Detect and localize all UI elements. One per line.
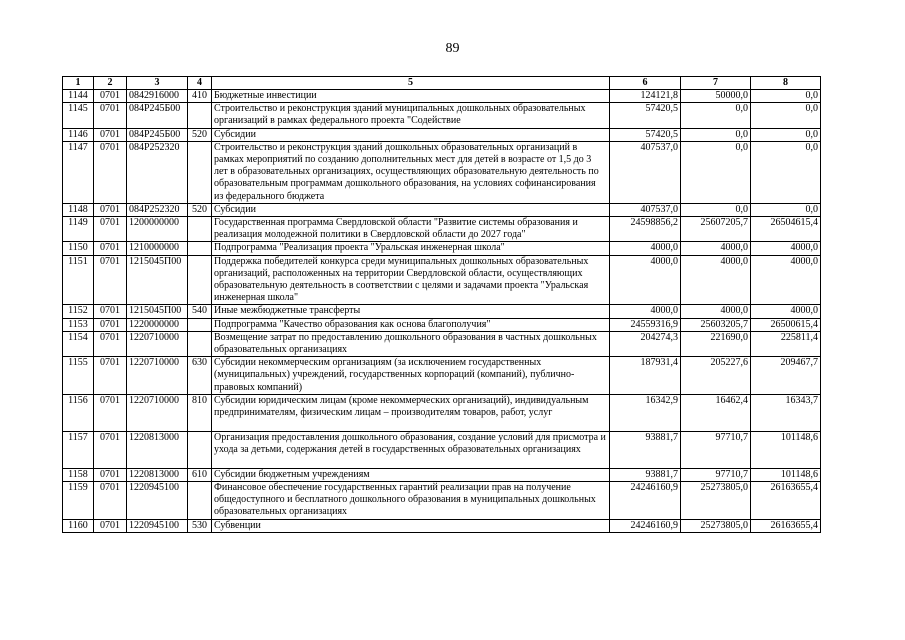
amount-year-3: 0,0 [751,203,821,216]
table-row [63,431,821,468]
amount-year-3: 225811,4 [751,331,821,356]
column-header-8: 8 [751,77,821,90]
section-code: 0701 [94,482,127,520]
table-row [63,242,821,255]
target-article-code: 1220945100 [127,482,188,520]
amount-year-1: 407537,0 [610,203,681,216]
amount-year-2: 25273805,0 [681,482,751,520]
expense-type-code: 610 [188,468,212,481]
section-code: 0701 [94,468,127,481]
amount-year-2: 25607205,7 [681,217,751,242]
row-number: 1149 [63,217,94,242]
amount-year-2: 97710,7 [681,431,751,468]
expense-type-code: 410 [188,90,212,103]
row-number: 1153 [63,318,94,331]
item-name: Иные межбюджетные трансферты [212,305,610,318]
table-row [63,90,821,103]
amount-year-2: 221690,0 [681,331,751,356]
row-number: 1157 [63,431,94,468]
amount-year-1: 187931,4 [610,357,681,395]
item-name: Подпрограмма "Реализация проекта "Уральская инженерная школа" [212,242,610,255]
amount-year-3: 0,0 [751,141,821,203]
column-header-7: 7 [681,77,751,90]
section-code: 0701 [94,431,127,468]
item-name: Субсидии юридическим лицам (кроме некоммерческих организаций), индивидуальным предпринимателям, физическим лицам – производителям товаров, работ, услуг [212,394,610,431]
amount-year-3: 0,0 [751,90,821,103]
expense-type-code [188,255,212,305]
amount-year-3: 0,0 [751,128,821,141]
target-article-code: 1220710000 [127,357,188,395]
target-article-code: 084P245Б00 [127,128,188,141]
item-name: Бюджетные инвестиции [212,90,610,103]
item-name: Субсидии [212,128,610,141]
amount-year-2: 0,0 [681,141,751,203]
amount-year-1: 4000,0 [610,305,681,318]
table-row [63,305,821,318]
amount-year-3: 26163655,4 [751,482,821,520]
amount-year-1: 124121,8 [610,90,681,103]
expense-type-code [188,217,212,242]
row-number: 1158 [63,468,94,481]
table-row [63,468,821,481]
target-article-code: 1220710000 [127,394,188,431]
table-row [63,203,821,216]
amount-year-3: 26500615,4 [751,318,821,331]
table-row [63,331,821,356]
row-number: 1145 [63,103,94,128]
header-row [63,77,821,90]
item-name: Строительство и реконструкция зданий дошкольных образовательных организаций в рамках мероприятий по созданию дополнительных мест для детей в возрасте от 1,5 до 3 лет в образовательных организациях, осуществляющих образовательную деятельность по образовательным программам дошкольного образования, на условиях софинансирования из федерального бюджета [212,141,610,203]
item-name: Подпрограмма "Качество образования как основа благополучия" [212,318,610,331]
table-row [63,255,821,305]
amount-year-1: 16342,9 [610,394,681,431]
target-article-code: 084P252320 [127,203,188,216]
table-row [63,103,821,128]
target-article-code: 1220813000 [127,468,188,481]
table-row [63,318,821,331]
column-header-3: 3 [127,77,188,90]
page-number: 89 [445,41,460,56]
amount-year-2: 16462,4 [681,394,751,431]
table-row [63,128,821,141]
section-code: 0701 [94,141,127,203]
expense-type-code: 520 [188,128,212,141]
amount-year-3: 4000,0 [751,305,821,318]
amount-year-1: 57420,5 [610,128,681,141]
row-number: 1144 [63,90,94,103]
amount-year-1: 93881,7 [610,431,681,468]
column-header-6: 6 [610,77,681,90]
amount-year-3: 0,0 [751,103,821,128]
amount-year-3: 16343,7 [751,394,821,431]
column-header-2: 2 [94,77,127,90]
table-body [63,90,821,533]
expense-type-code [188,103,212,128]
section-code: 0701 [94,203,127,216]
row-number: 1160 [63,519,94,532]
row-number: 1154 [63,331,94,356]
amount-year-1: 93881,7 [610,468,681,481]
amount-year-2: 0,0 [681,128,751,141]
expense-type-code [188,331,212,356]
target-article-code: 0842916000 [127,90,188,103]
section-code: 0701 [94,90,127,103]
amount-year-2: 4000,0 [681,305,751,318]
row-number: 1147 [63,141,94,203]
column-header-4: 4 [188,77,212,90]
section-code: 0701 [94,394,127,431]
expense-type-code: 630 [188,357,212,395]
table-row [63,141,821,203]
amount-year-3: 209467,7 [751,357,821,395]
target-article-code: 1215045П00 [127,305,188,318]
item-name: Строительство и реконструкция зданий муниципальных дошкольных образовательных организаций в рамках федерального проекта "Содействие [212,103,610,128]
section-code: 0701 [94,357,127,395]
target-article-code: 1220945100 [127,519,188,532]
amount-year-2: 25603205,7 [681,318,751,331]
item-name: Государственная программа Свердловской области "Развитие системы образования и реализация молодежной политики в Свердловской области до 2027 года" [212,217,610,242]
amount-year-1: 24246160,9 [610,482,681,520]
section-code: 0701 [94,331,127,356]
item-name: Организация предоставления дошкольного образования, создание условий для присмотра и ухода за детьми, содержания детей в государственных образовательных организациях [212,431,610,468]
expense-type-code: 810 [188,394,212,431]
row-number: 1146 [63,128,94,141]
expense-type-code [188,318,212,331]
column-header-5: 5 [212,77,610,90]
row-number: 1148 [63,203,94,216]
target-article-code: 1220000000 [127,318,188,331]
target-article-code: 1210000000 [127,242,188,255]
amount-year-2: 50000,0 [681,90,751,103]
section-code: 0701 [94,255,127,305]
target-article-code: 084P252320 [127,141,188,203]
amount-year-1: 4000,0 [610,242,681,255]
table-row [63,217,821,242]
item-name: Субсидии [212,203,610,216]
target-article-code: 1220813000 [127,431,188,468]
amount-year-3: 26163655,4 [751,519,821,532]
item-name: Финансовое обеспечение государственных гарантий реализации прав на получение общедоступного и бесплатного дошкольного образования в муниципальных дошкольных образовательных организациях [212,482,610,520]
section-code: 0701 [94,128,127,141]
amount-year-3: 4000,0 [751,242,821,255]
amount-year-2: 0,0 [681,203,751,216]
row-number: 1155 [63,357,94,395]
target-article-code: 1200000000 [127,217,188,242]
expense-type-code [188,141,212,203]
amount-year-2: 97710,7 [681,468,751,481]
item-name: Возмещение затрат по предоставлению дошкольного образования в частных дошкольных образовательных организациях [212,331,610,356]
expense-type-code [188,482,212,520]
item-name: Поддержка победителей конкурса среди муниципальных дошкольных образовательных организаций, расположенных на территории Свердловской области, осуществляющих образовательную деятельность в соответствии с целями и задачами проекта "Уральская инженерная школа" [212,255,610,305]
expense-type-code [188,242,212,255]
amount-year-3: 26504615,4 [751,217,821,242]
expense-type-code: 540 [188,305,212,318]
amount-year-3: 101148,6 [751,431,821,468]
amount-year-1: 57420,5 [610,103,681,128]
section-code: 0701 [94,242,127,255]
amount-year-2: 4000,0 [681,255,751,305]
amount-year-2: 205227,6 [681,357,751,395]
section-code: 0701 [94,318,127,331]
target-article-code: 1220710000 [127,331,188,356]
amount-year-2: 0,0 [681,103,751,128]
item-name: Субвенции [212,519,610,532]
amount-year-3: 4000,0 [751,255,821,305]
row-number: 1156 [63,394,94,431]
amount-year-1: 407537,0 [610,141,681,203]
amount-year-1: 204274,3 [610,331,681,356]
row-number: 1150 [63,242,94,255]
amount-year-1: 24246160,9 [610,519,681,532]
table-row [63,519,821,532]
amount-year-2: 4000,0 [681,242,751,255]
item-name: Субсидии бюджетным учреждениям [212,468,610,481]
amount-year-2: 25273805,0 [681,519,751,532]
section-code: 0701 [94,217,127,242]
section-code: 0701 [94,103,127,128]
expense-type-code: 530 [188,519,212,532]
expense-type-code: 520 [188,203,212,216]
target-article-code: 1215045П00 [127,255,188,305]
column-header-1: 1 [63,77,94,90]
expense-type-code [188,431,212,468]
amount-year-1: 4000,0 [610,255,681,305]
row-number: 1151 [63,255,94,305]
amount-year-3: 101148,6 [751,468,821,481]
row-number: 1152 [63,305,94,318]
section-code: 0701 [94,305,127,318]
amount-year-1: 24598856,2 [610,217,681,242]
table-row [63,394,821,431]
amount-year-1: 24559316,9 [610,318,681,331]
item-name: Субсидии некоммерческим организациям (за исключением государственных (муниципальных) учреждений, государственных корпораций (компаний), публично-правовых компаний) [212,357,610,395]
section-code: 0701 [94,519,127,532]
table-row [63,482,821,520]
target-article-code: 084P245Б00 [127,103,188,128]
row-number: 1159 [63,482,94,520]
budget-table [62,76,821,533]
table-row [63,357,821,395]
